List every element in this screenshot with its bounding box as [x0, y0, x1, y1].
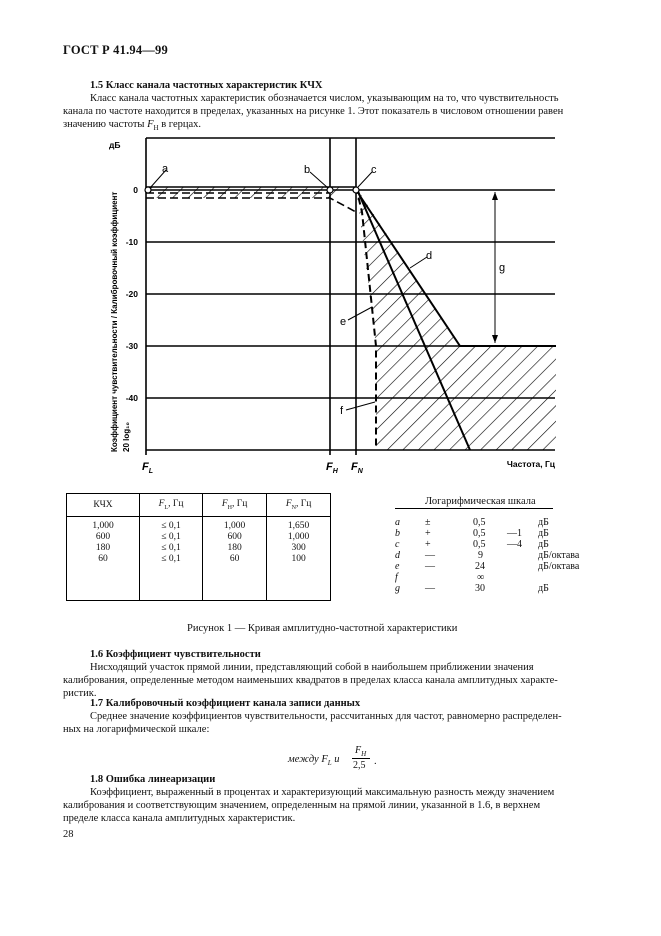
label-g: g	[499, 262, 506, 274]
page-number: 28	[63, 829, 74, 840]
figure-caption: Рисунок 1 — Кривая амплитудно-частотной характеристики	[187, 623, 458, 634]
section-1-8-title: 1.8 Ошибка линеаризации	[90, 774, 216, 785]
ytick-0: 0	[133, 185, 138, 195]
section-1-7-title: 1.7 Калибровочный коэффициент канала записи данных	[90, 698, 361, 709]
x-label-fl: $F_L$	[142, 461, 154, 475]
tolerance-region-d-g	[356, 187, 556, 450]
x-label-fn: $F_N$	[351, 461, 363, 475]
x-axis-label: Частота, Гц	[506, 459, 555, 469]
col-fl: $F_L$, Гц	[140, 494, 203, 517]
ytick-40: -40	[125, 393, 138, 403]
x-label-fh: $F_H$	[326, 461, 338, 475]
ytick-10: -10	[125, 237, 138, 247]
section-1-7-line2: ных на логарифмической шкале:	[63, 724, 210, 735]
section-1-8-line2: калибрования и соответствующим значением, определенным на прямой линии, указанной в 1.6, в верхнем	[63, 800, 541, 811]
label-b: b	[304, 164, 311, 176]
section-1-6-line2: калибрования, определенные методом наименьших квадратов в пределах класса канала амплитудных характе-	[63, 675, 558, 686]
log-scale-title: Логарифмическая шкала	[425, 496, 536, 507]
label-e: e	[340, 316, 347, 328]
ytick-20: -20	[125, 289, 138, 299]
frequency-response-chart	[100, 130, 570, 475]
section-1-5-line2: канала по частоте находится в пределах, указанных на рисунке 1. Этот показатель в числовом отношении равен	[63, 106, 564, 117]
kchx-table	[67, 494, 330, 601]
document-header: ГОСТ Р 41.94—99	[63, 43, 168, 57]
y-unit: дБ	[109, 140, 121, 150]
kchx-table-frame	[66, 493, 331, 601]
section-1-5-line1: Класс канала частотных характеристик обозначается числом, указывающим на то, что чувствительность	[90, 93, 559, 104]
section-1-5-title: 1.5 Класс канала частотных характеристик КЧХ	[90, 80, 323, 91]
ytick-30: -30	[125, 341, 138, 351]
section-1-8-line3: пределе класса канала амплитудных характеристик.	[63, 813, 296, 824]
label-f: f	[340, 405, 344, 417]
section-1-6-line1: Нисходящий участок прямой линии, представляющий собой в наибольшем приближении значения	[90, 662, 534, 673]
table-row: 1,000 600 180 60 ≤ 0,1 ≤ 0,1 ≤ 0,1 ≤ 0,1 1,000 600 180 60 1,650 1,000 300 100	[67, 517, 330, 602]
col-fn: $F_N$, Гц	[267, 494, 330, 517]
section-1-6-title: 1.6 Коэффициент чувствительности	[90, 649, 261, 660]
formula: между $F_L$ и $F_H$ 2,5 .	[288, 745, 377, 771]
section-1-8-line1: Коэффициент, выраженный в процентах и характеризующий максимальную разность между значением	[90, 787, 555, 798]
section-1-5-line3: значению частоты $F_Н$ в герцах.	[63, 119, 202, 133]
col-kchx: КЧХ	[67, 494, 140, 517]
y-axis-label: Коэффициент чувствительности / Калибровочный коэффициент	[110, 191, 119, 452]
log-scale-legend: Логарифмическая шкала a ± 0,5 дБ b + 0,5 —1 дБ c + 0,5 —4 дБ d — 9 дБ/октава e — 24 дБ/октава f ∞ g — 30 дБ	[395, 496, 580, 594]
label-d: d	[426, 250, 433, 262]
col-fh: $F_H$, Гц	[203, 494, 267, 517]
section-1-6-line3: ристик.	[63, 688, 97, 699]
section-1-7-line1: Среднее значение коэффициентов чувствительности, рассчитанных для частот, равномерно распределен-	[90, 711, 562, 722]
label-a: a	[162, 163, 169, 175]
label-c: c	[371, 164, 377, 176]
point-c	[353, 187, 359, 193]
y-axis-label-log: 20 log₁₀	[122, 421, 131, 452]
